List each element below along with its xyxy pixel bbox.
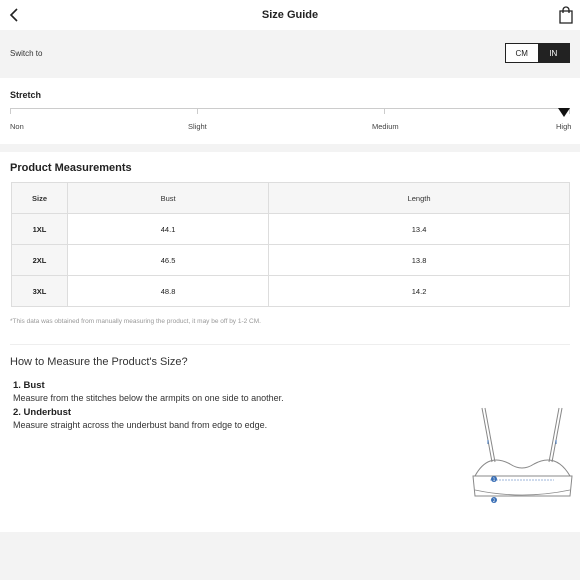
bottom-spacer bbox=[0, 532, 580, 580]
bust-marker: 1 bbox=[492, 477, 496, 482]
stretch-tick bbox=[384, 108, 385, 114]
page-title: Size Guide bbox=[261, 9, 319, 21]
bust-cell: 46.5 bbox=[68, 245, 269, 276]
size-cell: 3XL bbox=[12, 276, 68, 307]
stretch-tick bbox=[10, 108, 11, 114]
measurements-title: Product Measurements bbox=[10, 162, 132, 174]
size-cell: 2XL bbox=[12, 245, 68, 276]
stretch-level-non: Non bbox=[10, 122, 24, 131]
unit-option-cm[interactable]: CM bbox=[506, 44, 538, 62]
bra-diagram-icon bbox=[470, 404, 575, 504]
table-header-row bbox=[12, 183, 570, 214]
size-cell: 1XL bbox=[12, 214, 68, 245]
howto-title: How to Measure the Product's Size? bbox=[10, 356, 188, 368]
stretch-section bbox=[0, 78, 580, 144]
underbust-description: Measure straight across the underbust band from edge to edge. bbox=[13, 420, 268, 430]
length-cell: 14.2 bbox=[269, 276, 570, 307]
stretch-scale-line bbox=[10, 108, 570, 109]
stretch-level-high: High bbox=[556, 122, 572, 131]
stretch-level-medium: Medium bbox=[372, 122, 399, 131]
header bbox=[0, 0, 580, 30]
unit-option-in[interactable]: IN bbox=[538, 44, 570, 62]
stretch-tick bbox=[197, 108, 198, 114]
table-row bbox=[12, 245, 570, 276]
table-row bbox=[12, 214, 570, 245]
unit-switch-row bbox=[0, 30, 580, 76]
table-row bbox=[12, 276, 570, 307]
stretch-title: Stretch bbox=[10, 90, 42, 100]
bust-heading: 1. Bust bbox=[13, 380, 45, 391]
stretch-level-slight: Slight bbox=[188, 122, 207, 131]
bust-description: Measure from the stitches below the armpits on one side to another. bbox=[13, 393, 284, 403]
length-cell: 13.4 bbox=[269, 214, 570, 245]
measurements-section bbox=[0, 152, 580, 532]
measurements-table bbox=[11, 182, 570, 307]
bust-cell: 44.1 bbox=[68, 214, 269, 245]
shopping-bag-icon[interactable] bbox=[558, 6, 574, 24]
underbust-marker: 2 bbox=[492, 498, 496, 503]
column-header: Size bbox=[12, 183, 68, 214]
divider bbox=[10, 344, 570, 345]
unit-toggle[interactable] bbox=[505, 43, 570, 63]
stretch-indicator-icon bbox=[558, 108, 570, 117]
column-header: Length bbox=[269, 183, 570, 214]
bust-cell: 48.8 bbox=[68, 276, 269, 307]
measurement-note: *This data was obtained from manually measuring the product, it may be off by 1-2 CM. bbox=[10, 318, 261, 325]
length-cell: 13.8 bbox=[269, 245, 570, 276]
underbust-heading: 2. Underbust bbox=[13, 407, 72, 418]
switch-label: Switch to bbox=[10, 49, 43, 58]
column-header: Bust bbox=[68, 183, 269, 214]
